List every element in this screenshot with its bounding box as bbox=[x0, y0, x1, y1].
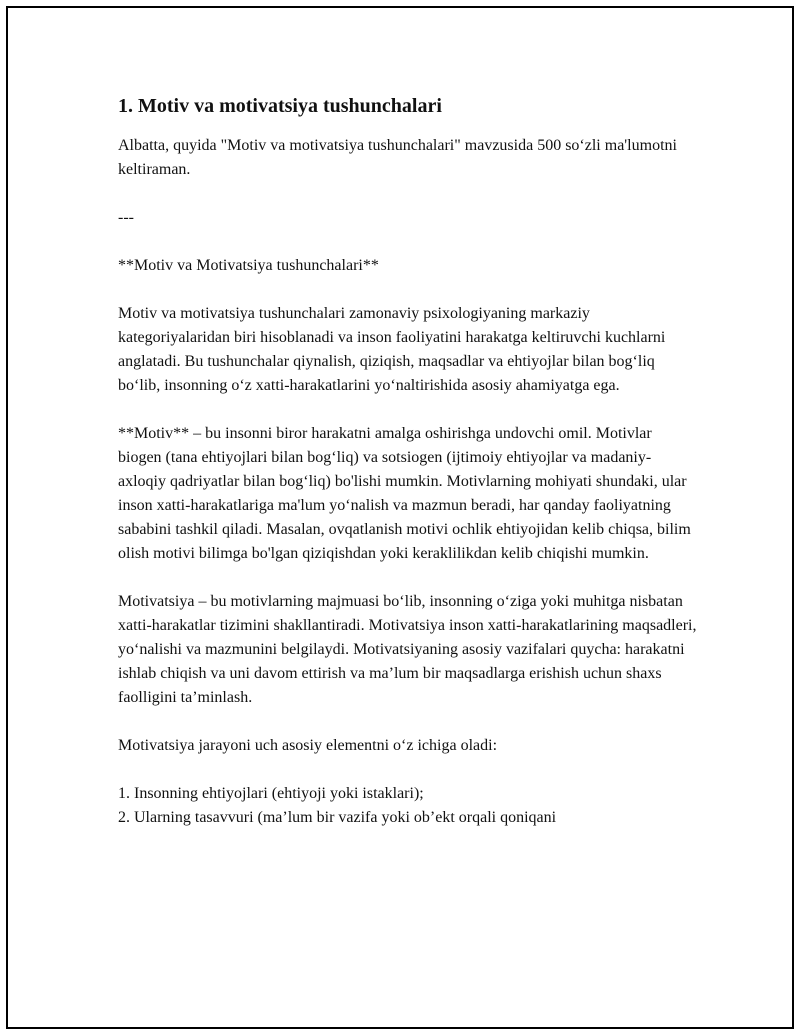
document-body bbox=[118, 92, 698, 830]
subtitle-paragraph: **Motiv va Motivatsiya tushunchalari** bbox=[118, 257, 379, 274]
body-paragraph-motiv: **Motiv** – bu insonni biror harakatni amalga oshirishga undovchi omil. Motivlar biogen (tana ehtiyojlari bilan bog‘liq) va sotsiogen (ijtimoiy ehtiyojlar va madaniy-axloqiy qadriyatlar bilan bog‘liq) bo'lishi mumkin. Motivlarning mohiyati shundaki, ular inson xatti-harakatlariga ma'lum yo‘nalish va mazmun beradi, har qanday faoliyatning sababini tashkil qiladi. Masalan, ovqatlanish motivi ochlik ehtiyojidan kelib chiqsa, bilim olish motivi bilimga bo'lgan qiziqishdan yoki keraklilikdan kelib chiqishi mumkin. bbox=[118, 425, 691, 562]
list-item: 2. Ularning tasavvuri (ma’lum bir vazifa yoki ob’ekt orqali qoniqani bbox=[118, 809, 557, 826]
list-intro-paragraph: Motivatsiya jarayoni uch asosiy elementni o‘z ichiga oladi: bbox=[118, 737, 498, 754]
list-item: 1. Insonning ehtiyojlari (ehtiyoji yoki istaklari); bbox=[118, 785, 424, 802]
body-paragraph-overview: Motiv va motivatsiya tushunchalari zamonaviy psixologiyaning markaziy kategoriyalaridan biri hisoblanadi va inson faoliyatini harakatga keltiruvchi kuchlarni anglatadi. Bu tushunchalar qiynalish, qiziqish, maqsadlar va ehtiyojlar bilan bog‘liq bo‘lib, insonning o‘z xatti-harakatlarini yo‘naltirishida asosiy ahamiyatga ega. bbox=[118, 305, 666, 394]
separator-line: --- bbox=[118, 209, 134, 226]
intro-paragraph: Albatta, quyida "Motiv va motivatsiya tushunchalari" mavzusida 500 so‘zli ma'lumotni keltiraman. bbox=[118, 137, 677, 178]
body-paragraph-motivatsiya: Motivatsiya – bu motivlarning majmuasi bo‘lib, insonning o‘ziga yoki muhitga nisbatan xatti-harakatlar tizimini shakllantiradi. Motivatsiya inson xatti-harakatlarining maqsadleri, yo‘nalishi va mazmunini belgilaydi. Motivatsiyaning asosiy vazifalari quycha: harakatni ishlab chiqish va uni davom ettirish va ma’lum bir maqsadlarga erishish uchun shaxs faolligini ta’minlash. bbox=[118, 593, 697, 706]
section-heading: 1. Motiv va motivatsiya tushunchalari bbox=[118, 95, 442, 117]
